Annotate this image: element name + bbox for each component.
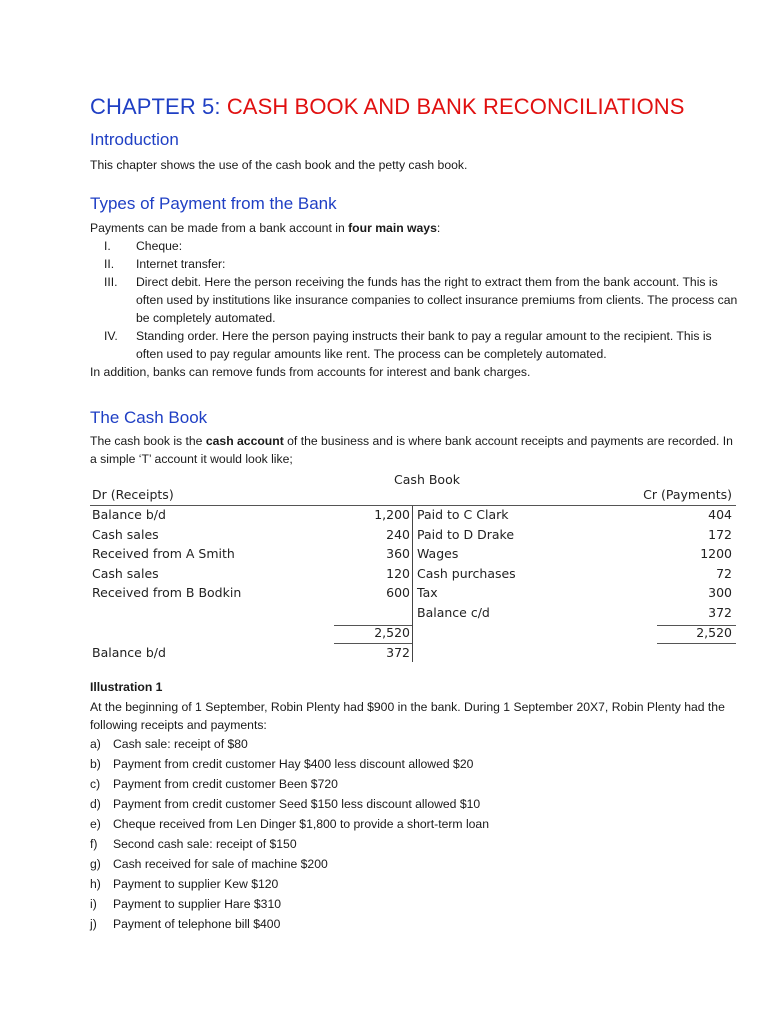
list-text: Standing order. Here the person paying instructs their bank to pay a regular amount to the recipient. This is often used to pay regular amounts like rent. The process can be completely automated.: [136, 329, 712, 361]
types-lead-before: Payments can be made from a bank account in: [90, 221, 349, 235]
list-item: [90, 794, 740, 814]
cashbook-text: [90, 432, 740, 468]
list-item: [90, 273, 740, 327]
list-letter: h): [90, 877, 101, 891]
credit-row-desc: Paid to C Clark: [417, 507, 509, 522]
cashbook-text-bold: cash account: [205, 434, 284, 448]
credit-row-amount: 1200: [700, 546, 732, 561]
list-letter: d): [90, 797, 101, 811]
debit-total: 2,520: [374, 625, 410, 640]
list-letter: a): [90, 737, 101, 751]
list-text: Payment from credit customer Been $720: [113, 777, 338, 791]
list-item: [90, 854, 740, 874]
list-text: Payment to supplier Kew $120: [113, 877, 279, 891]
chapter-name: CASH BOOK AND BANK RECONCILIATIONS: [226, 94, 685, 119]
types-lead-after: :: [436, 221, 441, 235]
list-letter: b): [90, 757, 101, 771]
list-item: [90, 834, 740, 854]
closing-balance-desc: Balance b/d: [92, 645, 166, 660]
document-page: [90, 94, 740, 468]
payment-types-list: [90, 237, 740, 363]
closing-balance-amount: 372: [386, 645, 410, 660]
list-number: I.: [104, 239, 111, 253]
types-lead-bold: four main ways: [348, 221, 437, 235]
list-number: IV.: [104, 329, 118, 343]
list-letter: e): [90, 817, 101, 831]
debit-label: Dr (Receipts): [92, 487, 174, 502]
credit-row-desc: Wages: [417, 546, 459, 561]
intro-text: This chapter shows the use of the cash book and the petty cash book.: [90, 158, 468, 172]
credit-row-desc: Paid to D Drake: [417, 527, 515, 542]
list-text: Cash sale: receipt of $80: [113, 737, 248, 751]
credit-row-desc: Cash purchases: [417, 566, 516, 581]
debit-row-amount: 240: [386, 527, 410, 542]
list-item: [90, 237, 740, 255]
types-after: In addition, banks can remove funds from accounts for interest and bank charges.: [90, 365, 531, 379]
illustration-list: [90, 734, 740, 934]
cash-book-t-account: [90, 470, 736, 665]
credit-label: Cr (Payments): [643, 487, 732, 502]
chapter-title: [90, 94, 740, 120]
credit-total: 2,520: [696, 625, 732, 640]
list-letter: i): [90, 897, 97, 911]
credit-row-desc: Balance c/d: [417, 605, 490, 620]
list-item: [90, 327, 740, 363]
cashbook-text-after: of the business and is where bank account receipts and payments are recorded. In a simple ‘T’ account it would look like;: [90, 434, 733, 466]
list-text: Payment to supplier Hare $310: [113, 897, 282, 911]
list-item: [90, 255, 740, 273]
list-item: [90, 754, 740, 774]
types-heading: Types of Payment from the Bank: [90, 194, 337, 213]
illustration-text: At the beginning of 1 September, Robin Plenty had $900 in the bank. During 1 September 20X7, Robin Plenty had the following receipts and payments:: [90, 700, 725, 732]
debit-row-desc: Cash sales: [92, 566, 159, 581]
debit-row-amount: 360: [386, 546, 410, 561]
debit-row-amount: 120: [386, 566, 410, 581]
list-number: II.: [104, 257, 115, 271]
list-item: [90, 774, 740, 794]
list-text: Cheque:: [136, 239, 183, 253]
list-text: Payment of telephone bill $400: [113, 917, 281, 931]
cashbook-text-before: The cash book is the: [90, 434, 206, 448]
illustration-title: Illustration 1: [90, 680, 163, 694]
list-item: [90, 734, 740, 754]
list-text: Cheque received from Len Dinger $1,800 to provide a short-term loan: [113, 817, 489, 831]
list-number: III.: [104, 275, 118, 289]
t-account-caption: Cash Book: [394, 472, 460, 487]
credit-row-desc: Tax: [417, 585, 438, 600]
list-item: [90, 874, 740, 894]
t-account-divider: [412, 506, 413, 662]
list-item: [90, 894, 740, 914]
chapter-colon: :: [214, 94, 221, 119]
list-text: Payment from credit customer Seed $150 less discount allowed $10: [113, 797, 481, 811]
list-letter: j): [90, 917, 97, 931]
credit-row-amount: 404: [708, 507, 732, 522]
debit-row-desc: Received from A Smith: [92, 546, 235, 561]
debit-row-amount: 600: [386, 585, 410, 600]
list-item: [90, 914, 740, 934]
list-item: [90, 814, 740, 834]
list-text: Payment from credit customer Hay $400 less discount allowed $20: [113, 757, 474, 771]
list-text: Second cash sale: receipt of $150: [113, 837, 297, 851]
types-lead: [90, 219, 740, 237]
chapter-label: CHAPTER 5: [90, 94, 215, 119]
list-letter: g): [90, 857, 101, 871]
list-letter: f): [90, 837, 98, 851]
credit-row-amount: 300: [708, 585, 732, 600]
list-text: Cash received for sale of machine $200: [113, 857, 328, 871]
debit-row-amount: 1,200: [374, 507, 410, 522]
debit-row-desc: Balance b/d: [92, 507, 166, 522]
list-text: Internet transfer:: [136, 257, 226, 271]
credit-row-amount: 72: [716, 566, 732, 581]
debit-row-desc: Received from B Bodkin: [92, 585, 242, 600]
list-letter: c): [90, 777, 101, 791]
intro-heading: Introduction: [90, 130, 179, 149]
cashbook-heading: The Cash Book: [90, 408, 208, 427]
credit-total-underline: [657, 643, 736, 644]
list-text: Direct debit. Here the person receiving the funds has the right to extract them from the bank account. This is often used by institutions like insurance companies to collect insurance premiums from clients. The process can be completely automated.: [136, 275, 738, 325]
credit-row-amount: 172: [708, 527, 732, 542]
illustration-section: [90, 678, 740, 934]
credit-row-amount: 372: [708, 605, 732, 620]
debit-row-desc: Cash sales: [92, 527, 159, 542]
